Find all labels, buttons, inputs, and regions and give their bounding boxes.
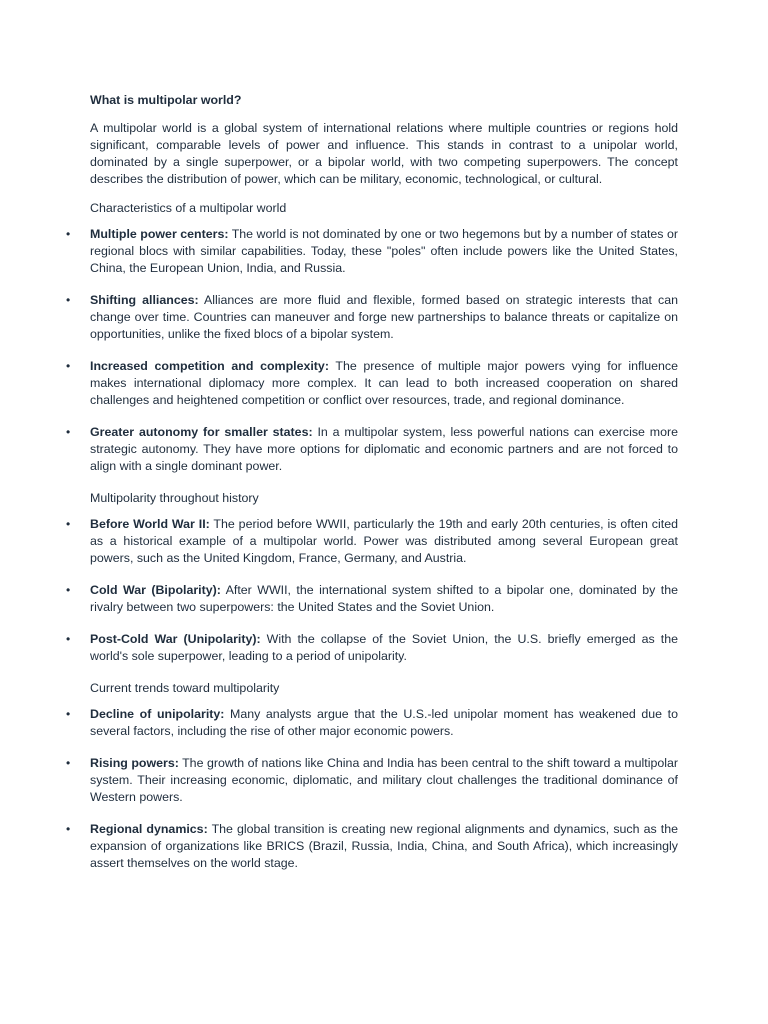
bullet-icon: • xyxy=(66,822,71,836)
item-text: The period before WWII, particularly the 19th and early 20th centuries, is often cited as a historical example of a multipolar world. Power was distributed among several European great powers, such as the United Kingdom, France, Germany, and Austria. xyxy=(90,517,678,565)
section-heading-history: Multipolarity throughout history xyxy=(90,491,259,505)
item-text: Alliances are more fluid and flexible, formed based on strategic interests that can change over time. Countries can maneuver and forge new partnerships to balance threats or capitalize on opportunities, unlike the fixed blocs of a bipolar system. xyxy=(90,293,678,341)
characteristics-list xyxy=(66,226,678,475)
item-term: Cold War (Bipolarity): xyxy=(90,583,221,597)
bullet-icon: • xyxy=(66,227,71,241)
list-item xyxy=(66,226,678,277)
item-text: The presence of multiple major powers vying for influence makes international diplomacy more complex. It can lead to both increased cooperation on shared challenges and heightened competition or conflict over resources, trade, and regional dominance. xyxy=(90,359,678,407)
bullet-icon: • xyxy=(66,756,71,770)
item-text: With the collapse of the Soviet Union, the U.S. briefly emerged as the world's sole superpower, leading to a period of unipolarity. xyxy=(90,632,678,663)
item-term: Multiple power centers: xyxy=(90,227,229,241)
document-title: What is multipolar world? xyxy=(90,93,242,107)
trends-list xyxy=(66,706,678,872)
section-heading-characteristics: Characteristics of a multipolar world xyxy=(90,201,287,215)
document-page xyxy=(66,92,678,872)
list-item xyxy=(66,706,678,740)
history-list xyxy=(66,516,678,665)
item-term: Post-Cold War (Unipolarity): xyxy=(90,632,261,646)
item-text: The global transition is creating new regional alignments and dynamics, such as the expansion of organizations like BRICS (Brazil, Russia, India, China, and South Africa), which increasingly assert themselves on the world stage. xyxy=(90,822,678,870)
section-heading-trends: Current trends toward multipolarity xyxy=(90,681,280,695)
item-text: The world is not dominated by one or two hegemons but by a number of states or regional blocs with similar capabilities. Today, these "poles" often include powers like the United States, China, the European Union, India, and Russia. xyxy=(90,227,678,275)
bullet-icon: • xyxy=(66,707,71,721)
bullet-icon: • xyxy=(66,425,71,439)
list-item xyxy=(66,424,678,475)
list-item xyxy=(66,516,678,567)
list-item xyxy=(66,582,678,616)
item-term: Regional dynamics: xyxy=(90,822,208,836)
item-term: Increased competition and complexity: xyxy=(90,359,329,373)
bullet-icon: • xyxy=(66,517,71,531)
item-text: The growth of nations like China and India has been central to the shift toward a multipolar system. Their increasing economic, diplomatic, and military clout challenges the traditional dominance of Western powers. xyxy=(90,756,678,804)
item-text: In a multipolar system, less powerful nations can exercise more strategic autonomy. They have more options for diplomatic and economic partners and are not forced to align with a single dominant power. xyxy=(90,425,678,473)
item-term: Greater autonomy for smaller states: xyxy=(90,425,313,439)
list-item xyxy=(66,358,678,409)
bullet-icon: • xyxy=(66,293,71,307)
list-item xyxy=(66,631,678,665)
bullet-icon: • xyxy=(66,583,71,597)
intro-paragraph: A multipolar world is a global system of international relations where multiple countries or regions hold significant, comparable levels of power and influence. This stands in contrast to a unipolar world, dominated by a single superpower, or a bipolar world, with two competing superpowers. The concept describes the distribution of power, which can be military, economic, technological, or cultural. xyxy=(90,121,678,186)
bullet-icon: • xyxy=(66,632,71,646)
bullet-icon: • xyxy=(66,359,71,373)
item-term: Before World War II: xyxy=(90,517,210,531)
list-item xyxy=(66,821,678,872)
item-term: Rising powers: xyxy=(90,756,179,770)
item-term: Decline of unipolarity: xyxy=(90,707,225,721)
item-text: Many analysts argue that the U.S.-led unipolar moment has weakened due to several factors, including the rise of other major economic powers. xyxy=(90,707,678,738)
list-item xyxy=(66,292,678,343)
item-term: Shifting alliances: xyxy=(90,293,199,307)
list-item xyxy=(66,755,678,806)
item-text: After WWII, the international system shifted to a bipolar one, dominated by the rivalry between two superpowers: the United States and the Soviet Union. xyxy=(90,583,678,614)
